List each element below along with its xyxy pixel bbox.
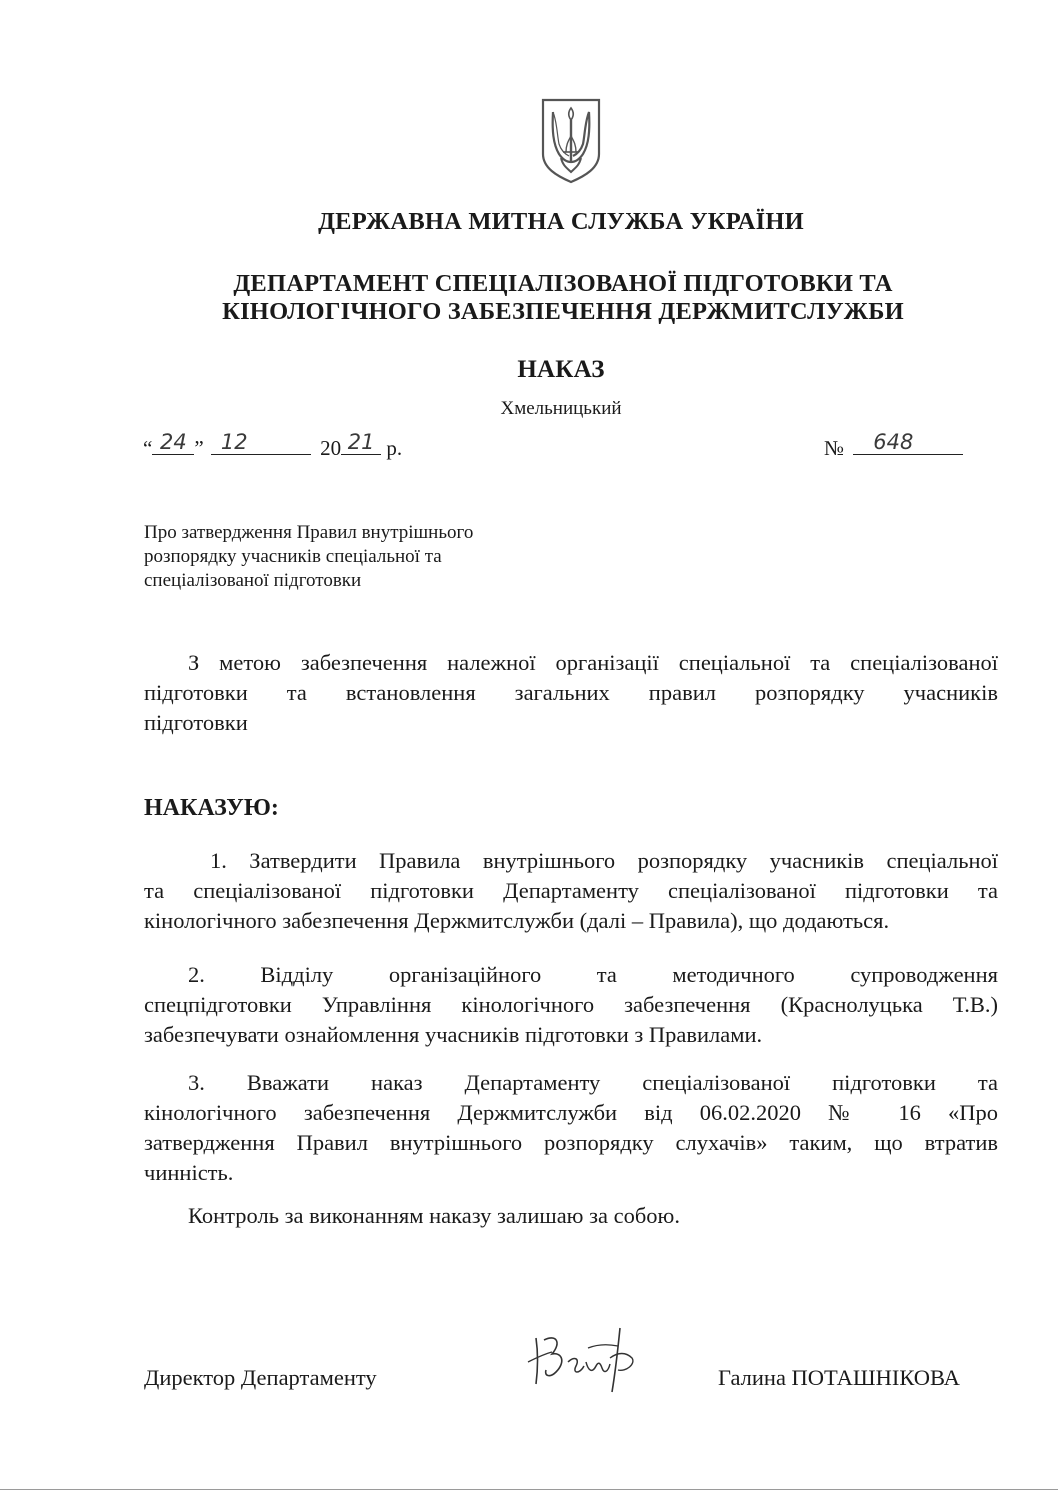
order-number: 648: [873, 430, 914, 454]
paragraph-line: кінологічного забезпечення Держмитслужби від 06.02.2020 № 16 «Про: [144, 1100, 998, 1125]
department-title-line-2: КІНОЛОГІЧНОГО ЗАБЕЗПЕЧЕННЯ ДЕРЖМИТСЛУЖБИ: [222, 298, 904, 325]
paragraph-line: 1. Затвердити Правила внутрішнього розпорядку учасників спеціальної: [210, 848, 998, 873]
date-close-quote: ”: [194, 436, 204, 460]
date-day-blank: [152, 432, 194, 455]
paragraph-line: підготовки та встановлення загальних правил розпорядку учасників: [144, 680, 998, 705]
preamble-paragraph: [144, 648, 998, 738]
signatory-name: Галина ПОТАШНІКОВА: [718, 1365, 960, 1390]
order-heading: НАКАЗУЮ:: [144, 795, 279, 821]
date-field: [143, 432, 402, 461]
subject-line: спеціалізованої підготовки: [144, 570, 362, 591]
paragraph-line: спецпідготовки Управління кінологічного забезпечення (Краснолуцька Т.В.): [144, 992, 998, 1017]
order-item-3: [144, 1068, 998, 1188]
date-day: 24: [159, 430, 187, 454]
paragraph-line: чинність.: [144, 1160, 234, 1185]
paragraph-line: затвердження Правил внутрішнього розпорядку слухачів» таким, що втратив: [144, 1130, 998, 1155]
paragraph-line: Контроль за виконанням наказу залишаю за собою.: [188, 1203, 680, 1228]
signatory-position: Директор Департаменту: [144, 1365, 377, 1390]
organization-title: ДЕРЖАВНА МИТНА СЛУЖБА УКРАЇНИ: [318, 208, 804, 235]
date-year-blank: [341, 432, 381, 455]
number-sign: №: [824, 436, 845, 460]
subject-line: Про затвердження Правил внутрішнього: [144, 522, 474, 543]
department-title-line-1: ДЕПАРТАМЕНТ СПЕЦІАЛІЗОВАНОЇ ПІДГОТОВКИ ТА: [233, 270, 893, 297]
date-year-prefix: 20: [320, 436, 342, 460]
paragraph-line: забезпечувати ознайомлення учасників підготовки з Правилами.: [144, 1022, 763, 1047]
date-month-blank: [211, 432, 311, 455]
paragraph-line: підготовки: [144, 710, 248, 735]
order-number-field: [824, 432, 963, 461]
date-month: 12: [220, 430, 248, 454]
city: Хмельницький: [500, 398, 622, 419]
paragraph-line: кінологічного забезпечення Держмитслужби (далі – Правила), що додаються.: [144, 908, 890, 933]
date-open-quote: “: [143, 436, 153, 460]
date-year-mark: р.: [386, 436, 403, 460]
page-edge-line: [0, 1489, 1058, 1490]
document-type: НАКАЗ: [517, 356, 605, 383]
handwritten-signature: [522, 1318, 652, 1396]
order-item-1: [144, 846, 998, 936]
order-item-2: [144, 960, 998, 1050]
coat-of-arms-icon: [539, 96, 603, 184]
paragraph-line: та спеціалізованої підготовки Департаменту спеціалізованої підготовки та: [144, 878, 998, 903]
subject-line: розпорядку учасників спеціальної та: [144, 546, 442, 567]
number-blank: [853, 432, 963, 455]
date-year-suffix: 21: [347, 430, 375, 454]
paragraph-line: 2. Відділу організаційного та методичного супроводження: [188, 962, 998, 987]
order-subject: [144, 521, 564, 593]
control-paragraph: [144, 1201, 998, 1231]
paragraph-line: З метою забезпечення належної організації спеціальної та спеціалізованої: [188, 650, 998, 675]
paragraph-line: 3. Вважати наказ Департаменту спеціалізованої підготовки та: [188, 1070, 998, 1095]
